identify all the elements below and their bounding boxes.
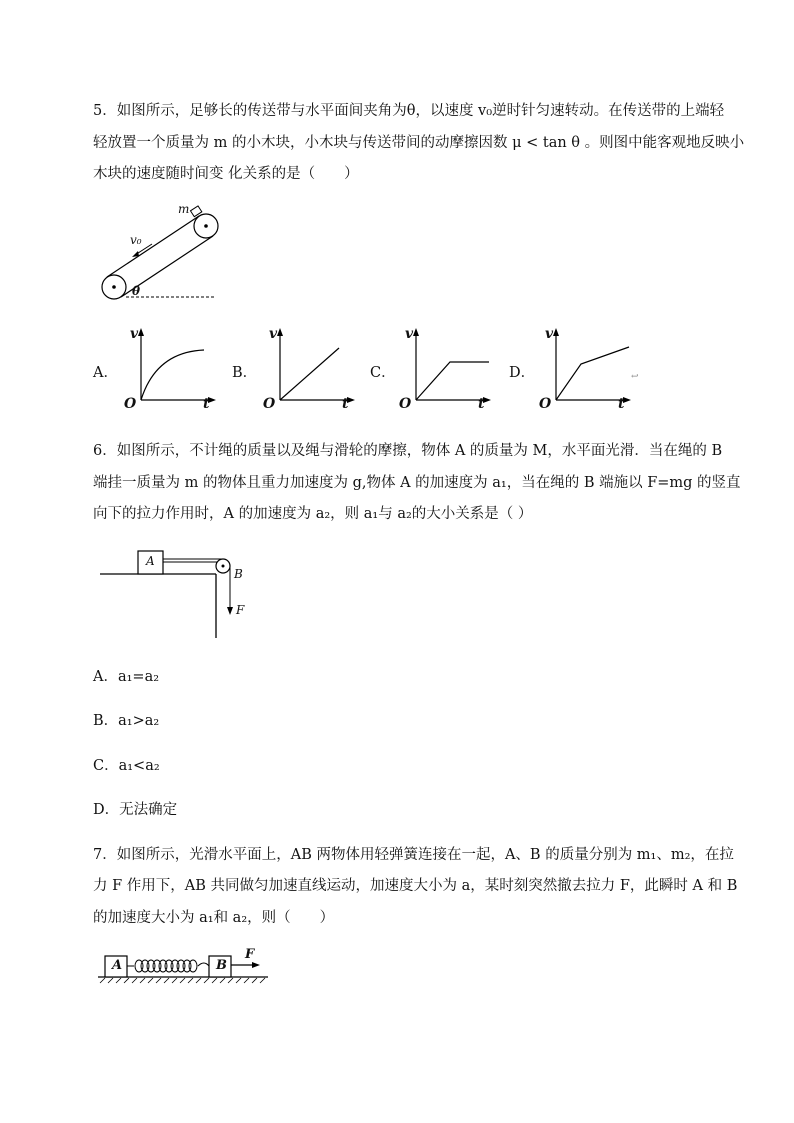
q6-line-3: 向下的拉力作用时，A 的加速度为 a₂，则 a₁与 a₂的大小关系是（ ） (93, 506, 533, 522)
option-a-axis-v: v (130, 326, 139, 342)
block-a-label: A (146, 554, 155, 568)
velocity-label: v₀ (130, 233, 142, 247)
spring-force-label: F (245, 947, 255, 962)
option-c-axis-v: v (405, 326, 414, 342)
option-a-label: A． (93, 365, 118, 381)
spring-block-a-label: A (112, 958, 123, 973)
mass-label: m (178, 202, 190, 216)
end-b-label: B (234, 567, 243, 581)
q6-option-c: C．a₁<a₂ (93, 758, 160, 774)
q7-line-3: 的加速度大小为 a₁和 a₂，则（ ） (93, 910, 335, 926)
option-d-origin: O (539, 396, 552, 412)
option-d-axis-t: t (618, 396, 625, 412)
q7-line-1: 7．如图所示，光滑水平面上，AB 两物体用轻弹簧连接在一起，A、B 的质量分别为 m₁、m₂，在拉 (93, 847, 734, 863)
option-a-axis-t: t (203, 396, 210, 412)
option-b-axis-v: v (269, 326, 278, 342)
q7-line-2: 力 F 作用下，AB 共同做匀加速直线运动，加速度大小为 a，某时刻突然撤去拉力 F，此瞬时 A 和 B (93, 878, 738, 894)
q5-line-2: 轻放置一个质量为 m 的小木块，小木块与传送带间的动摩擦因数 μ < tan θ 。则图中能客观地反映小 (93, 135, 745, 151)
option-d-axis-v: v (545, 326, 554, 342)
q5-line-3: 木块的速度随时间变 化关系的是（ ） (93, 166, 359, 182)
option-c-origin: O (399, 396, 412, 412)
q6-option-a: A．a₁=a₂ (93, 669, 160, 685)
option-a-origin: O (124, 396, 137, 412)
angle-label: θ (132, 284, 141, 298)
option-b-axis-t: t (342, 396, 349, 412)
option-c-label: C． (370, 365, 396, 381)
stray-mark: ↩ (631, 372, 639, 382)
conveyor-belt-figure (90, 200, 220, 302)
force-f-label: F (236, 603, 245, 617)
q6-option-b: B．a₁>a₂ (93, 713, 160, 729)
spring-block-b-label: B (216, 958, 227, 973)
q6-line-2: 端挂一质量为 m 的物体且重力加速度为 g,物体 A 的加速度为 a₁，当在绳的 B 端施以 F=mg 的竖直 (93, 475, 741, 491)
q6-line-1: 6．如图所示，不计绳的质量以及绳与滑轮的摩擦，物体 A 的质量为 M，水平面光滑．当在绳的 B (93, 443, 723, 459)
option-c-axis-t: t (478, 396, 485, 412)
q5-line-1: 5．如图所示，足够长的传送带与水平面间夹角为θ，以速度 v₀逆时针匀速转动。在传送带的上端轻 (93, 103, 725, 119)
pulley-figure (100, 545, 260, 640)
option-b-origin: O (263, 396, 276, 412)
option-b-label: B． (232, 365, 258, 381)
q6-option-d: D．无法确定 (93, 802, 178, 818)
option-d-label: D． (509, 365, 536, 381)
